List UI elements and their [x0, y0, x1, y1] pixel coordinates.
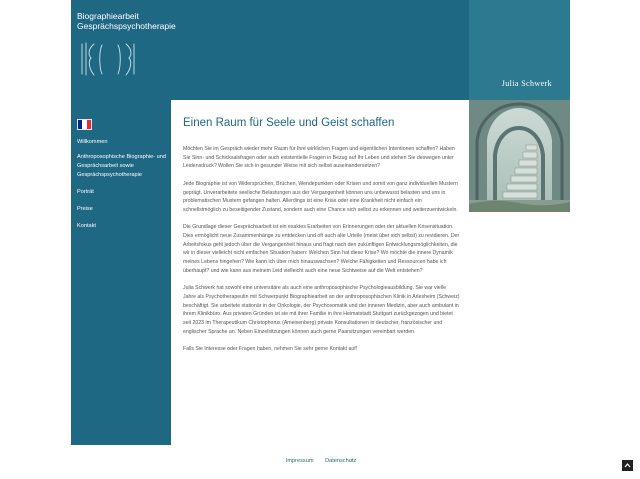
- header-author-panel: [469, 0, 570, 100]
- author-name: Julia Schwerk: [501, 79, 552, 88]
- footer-link-datenschutz[interactable]: Datenschutz: [325, 458, 357, 464]
- language-flag-french[interactable]: [77, 119, 92, 130]
- flag-stripe-red: [87, 120, 91, 129]
- paragraph-contact: Falls Sie Interesse oder Fragen haben, nehmen Sie sehr gerne Kontakt auf!: [183, 346, 358, 353]
- face-profile-logo: [80, 41, 140, 79]
- sidebar-item-willkommen[interactable]: Willkommen: [77, 139, 108, 145]
- header-banner: [71, 0, 469, 100]
- site-title[interactable]: [77, 11, 176, 31]
- footer: [0, 458, 640, 464]
- paragraph-intro: Möchten Sie im Gespräch wieder mehr Raum für Ihre wirklichen Fragen und eigentlichen Intentionen schaffen? Haben Sie Sinn- und Schicksalsfragen oder auch existentielle Fragen in Bezug auf Ihr Leben und stehen Sie deswegen unter Leidensdruck? Wollen Sie sich in gesunder Weise mit sich selbst auseinandersetzen?: [183, 146, 455, 170]
- photo-illustration: [469, 100, 570, 212]
- paragraph-about: Julia Schwerk hat sowohl eine universitäre als auch eine anthroposophische Psychologieausbildung. Sie war vielle Jahre als Psychotherapeutin mit Schwerpunkt Biographiearbeit an der anthroposophischen Klinik in Arlesheim (Schweiz) beschäftigt. Sie arbeitete stationär in der Onkologie, der Psychosomatik und der inneren Medizin, aber auch ambulant in ihrem Klinikbüro. Aus privaten Gründen ist sie mit ihrer Familie in ihre Heimatstadt Stuttgart zurückgezogen und bietet seit 2023 im Therapeutikum Christophorus (Ameisenberg) private Konsultationen in deutscher, französischer und englischer Sprache an. Neben Einzelsitzungen können auch gerne Paarsitzungen vereinbart werden.: [183, 285, 460, 335]
- paragraph-biography: Jede Biographie ist von Widersprüchen, Brüchen, Wendepunkten oder Krisen und somit von ganz individuellen Mustern geprägt. Unverarbeitete seelische Belastungen aus der Vergangenheit können uns unbewusst belasten und uns in problematischen Mustern gefangen halten. Allerdings ist eine Krise oder eine Krankheit nicht einfach ein schnellstmöglich zu beseitigender Zustand, sondern auch eine Chance sich selbst zu erkennen und weiterzuentwickeln.: [183, 180, 458, 213]
- sidebar-item-kontakt[interactable]: Kontakt: [77, 223, 96, 229]
- main-content: [183, 116, 460, 363]
- sidebar-item-preise[interactable]: Preise: [77, 206, 93, 212]
- sidebar-nav: [77, 138, 169, 239]
- stone-staircase-photo: [469, 100, 570, 212]
- chevron-up-icon: [622, 460, 633, 471]
- sidebar-item-portraet[interactable]: Porträt: [77, 189, 94, 195]
- site-title-line1[interactable]: Biographiearbeit: [77, 11, 139, 21]
- footer-link-impressum[interactable]: Impressum: [285, 458, 314, 464]
- sidebar-item-biographiearbeit[interactable]: Anthroposophische Biographie- und Gesprächsarbeit sowie Gesprächspsychotherapie: [77, 154, 166, 178]
- site-title-line2[interactable]: Gesprächspsychotherapie: [77, 21, 176, 31]
- page-title: Einen Raum für Seele und Geist schaffen: [183, 117, 395, 129]
- scroll-to-top-button[interactable]: [622, 460, 633, 471]
- sidebar: [71, 100, 171, 445]
- paragraph-method: Die Grundlage dieser Gesprächsarbeit ist ein exaktes Erarbeiten von Erinnerungen oder der aktuellen Krisensituation. Dies ermöglicht neue Zusammenhänge zu entdecken und oft auch alte Urteile (meist über sich selbst) zu revidieren. Der Arbeitsfokus geht jedoch über die Vergangenheit hinaus und fragt nach den zukünftigen Entwicklungsmöglichkeiten, die wir in dieser vielleicht nicht einfachen Situation haben: Welchen Sinn hat diese Krise? Wo möchte die innere Dynamik meines Lebens hingehen? Wie kann ich über mich hinauswachsen? Welche Fähigkeiten und Ressourcen habe ich überhaupt? und wie kann aus meinem Leid vielleicht auch eine neue Sichtweise auf die Welt entstehen?: [183, 224, 460, 274]
